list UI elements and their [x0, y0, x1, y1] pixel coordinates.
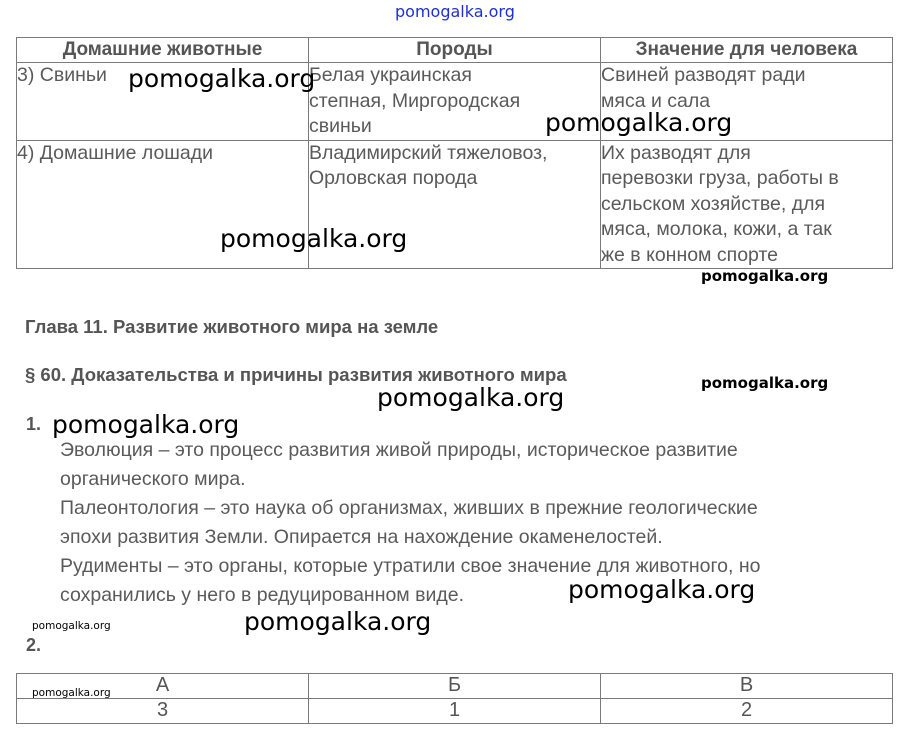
header-domestic-animals: Домашние животные: [17, 38, 309, 63]
text-line: эпохи развития Земли. Опирается на нахождение окаменелостей.: [60, 526, 663, 548]
cell-animal: 3) Свиньи: [17, 63, 309, 141]
answer-table: [16, 673, 893, 724]
section-title: § 60. Доказательства и причины развития животного мира: [25, 364, 567, 385]
answer-header-v: В: [601, 674, 893, 699]
cell-breeds: Владимирский тяжеловоз, Орловская порода: [309, 140, 601, 269]
answer-header-b: Б: [309, 674, 601, 699]
header-breeds: Породы: [309, 38, 601, 63]
cell-significance: Их разводят для перевозки груза, работы в сельском хозяйстве, для мяса, молока, кожи, а так же в конном спорте: [601, 140, 893, 269]
text-line: органического мира.: [60, 468, 246, 490]
task-1-number: 1.: [26, 414, 42, 434]
watermark: pomogalka.org: [701, 267, 829, 285]
table-header-row: [17, 38, 893, 63]
watermark: pomogalka.org: [545, 108, 733, 137]
text-line: Палеонтология – это наука об организмах, живших в прежние геологические: [60, 497, 758, 519]
watermark: pomogalka.org: [32, 687, 111, 699]
chapter-title: Глава 11. Развитие животного мира на земле: [25, 316, 439, 337]
table-header-row: [17, 674, 893, 699]
watermark: pomogalka.org: [701, 374, 829, 392]
answer-header-a: А: [17, 674, 309, 699]
top-watermark: pomogalka.org: [395, 2, 515, 21]
cell-significance: Свиней разводят ради мяса и сала: [601, 63, 893, 141]
watermark: pomogalka.org: [32, 620, 111, 632]
watermark: pomogalka.org: [128, 64, 316, 93]
header-significance: Значение для человека: [601, 38, 893, 63]
table-row: [17, 140, 893, 269]
cell-animal: 4) Домашние лошади: [17, 140, 309, 269]
text-line: Рудименты – это органы, которые утратили свое значение для животного, но: [60, 555, 761, 577]
table-row: [17, 699, 893, 724]
watermark: pomogalka.org: [52, 410, 240, 439]
answer-value-v: 2: [601, 699, 893, 724]
watermark: pomogalka.org: [244, 607, 432, 636]
watermark: pomogalka.org: [377, 383, 565, 412]
text-line: сохранились у него в редуцированном виде.: [60, 584, 465, 606]
watermark: pomogalka.org: [220, 224, 408, 253]
cell-breeds: Белая украинская степная, Миргородская свиньи: [309, 63, 601, 141]
answer-value-b: 1: [309, 699, 601, 724]
task-2-number: 2.: [26, 635, 42, 655]
text-line: Эволюция – это процесс развития живой природы, историческое развитие: [60, 439, 738, 461]
watermark: pomogalka.org: [568, 575, 756, 604]
answer-value-a: 3: [17, 699, 309, 724]
